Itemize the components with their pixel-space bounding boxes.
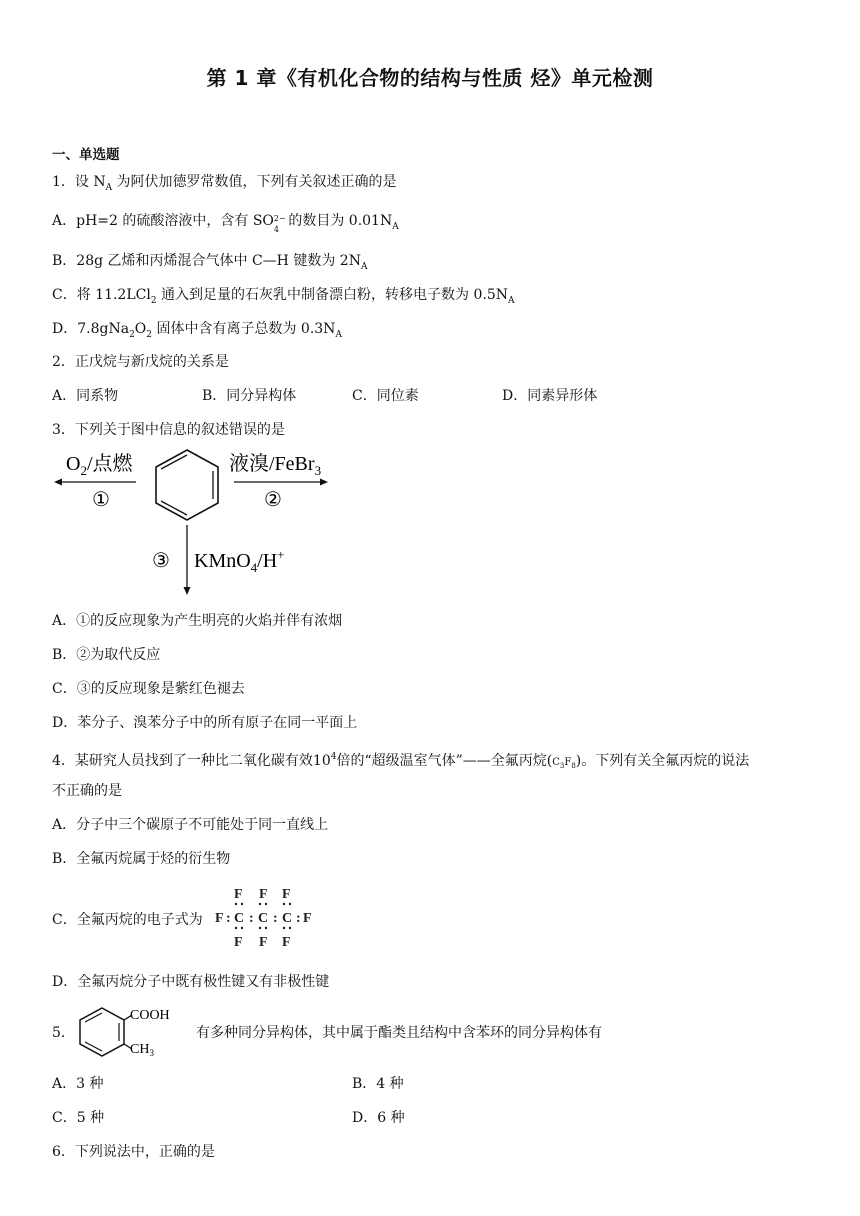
question-6-stem: 6．下列说法中，正确的是 — [52, 1144, 215, 1160]
question-5-option-b: B．4 种 — [352, 1076, 404, 1092]
svg-text:C: C — [234, 911, 245, 926]
question-4-stem-line2: 不正确的是 — [52, 783, 122, 799]
left-reagent-label: $O_2/$点燃 — [66, 453, 133, 478]
svg-text:C: C — [282, 911, 293, 926]
question-5-option-a: A．3 种 — [52, 1076, 104, 1092]
svg-text:F: F — [282, 935, 291, 950]
question-1-option-c: C．将 11.2LCl$_2$ 通入到足量的石灰乳中制备漂白粉，转移电子数为 $0.5N_A$ — [52, 287, 515, 306]
question-3-stem: 3．下列关于图中信息的叙述错误的是 — [52, 422, 285, 438]
reaction-number-3: ③ — [152, 550, 170, 572]
question-5-stem: 有多种同分异构体，其中属于酯类且结构中含苯环的同分异构体有 — [196, 1025, 602, 1041]
question-1-stem: 1．设 $N_A$ 为阿伏加德罗常数值，下列有关叙述正确的是 — [52, 174, 397, 193]
svg-text::: : — [249, 911, 254, 926]
svg-text:F: F — [259, 935, 268, 950]
svg-text:F: F — [259, 887, 268, 902]
svg-text:F: F — [282, 887, 291, 902]
svg-text:C: C — [258, 911, 269, 926]
ch3-group-label: $CH_3$ — [130, 1042, 154, 1058]
benzene-reaction-diagram — [48, 445, 348, 605]
question-2-option-c: C．同位素 — [352, 388, 419, 404]
question-5-option-c: C．5 种 — [52, 1110, 105, 1126]
down-reagent-label: KMnO$_4$/H+ — [194, 547, 285, 575]
svg-text::: : — [273, 911, 278, 926]
question-4-option-b: B．全氟丙烷属于烃的衍生物 — [52, 851, 231, 867]
right-reagent-label: 液溴/FeBr$_3$ — [229, 453, 322, 478]
question-4-option-c: C．全氟丙烷的电子式为 — [52, 912, 203, 928]
reaction-number-1: ① — [92, 489, 110, 511]
question-2-option-b: B．同分异构体 — [202, 388, 297, 404]
question-1-option-a: A．pH=2 的硫酸溶液中，含有 SO 2− 4 的数目为 $0.01N_A$ — [52, 213, 399, 234]
electron-dot-formula — [212, 880, 322, 952]
question-3-option-c: C．③的反应现象是紫红色褪去 — [52, 681, 245, 697]
svg-text:F: F — [234, 887, 243, 902]
question-3-option-a: A．①的反应现象为产生明亮的火焰并伴有浓烟 — [52, 613, 343, 629]
o-toluic-acid-structure — [70, 1003, 190, 1061]
svg-text:F: F — [234, 935, 243, 950]
question-2-option-d: D．同素异形体 — [502, 388, 598, 404]
question-5-number: 5． — [52, 1025, 75, 1041]
svg-text::: : — [296, 911, 301, 926]
svg-text:F: F — [303, 911, 312, 926]
benzene-ring-icon — [80, 1008, 124, 1056]
question-3-option-b: B．②为取代反应 — [52, 647, 161, 663]
question-3-option-d: D．苯分子、溴苯分子中的所有原子在同一平面上 — [52, 715, 358, 731]
question-4-stem: 4．某研究人员找到了一种比二氧化碳有效$10^4$倍的“超级温室气体”——全氟丙烷$(C_3F_8)$。下列有关全氟丙烷的说法 — [52, 752, 750, 770]
page-title: 第 1 章《有机化合物的结构与性质 烃》单元检测 — [206, 66, 654, 90]
question-5-option-d: D．6 种 — [352, 1110, 405, 1126]
cooh-group-label: COOH — [130, 1008, 170, 1023]
svg-text::: : — [226, 911, 231, 926]
benzene-ring-icon — [156, 450, 218, 520]
section-heading: 一、单选题 — [52, 147, 120, 163]
question-2-stem: 2．正戊烷与新戊烷的关系是 — [52, 354, 229, 370]
question-1-option-d: D．$7.8gNa_2O_2$ 固体中含有离子总数为 $0.3N_A$ — [52, 321, 342, 340]
svg-text:F: F — [215, 911, 224, 926]
question-1-option-b: B．28g 乙烯和丙烯混合气体中 C—H 键数为 $2N_A$ — [52, 253, 368, 272]
question-2-option-a: A．同系物 — [52, 388, 119, 404]
reaction-number-2: ② — [264, 489, 282, 511]
question-4-option-d: D．全氟丙烷分子中既有极性键又有非极性键 — [52, 974, 330, 990]
question-4-option-a: A．分子中三个碳原子不可能处于同一直线上 — [52, 817, 329, 833]
